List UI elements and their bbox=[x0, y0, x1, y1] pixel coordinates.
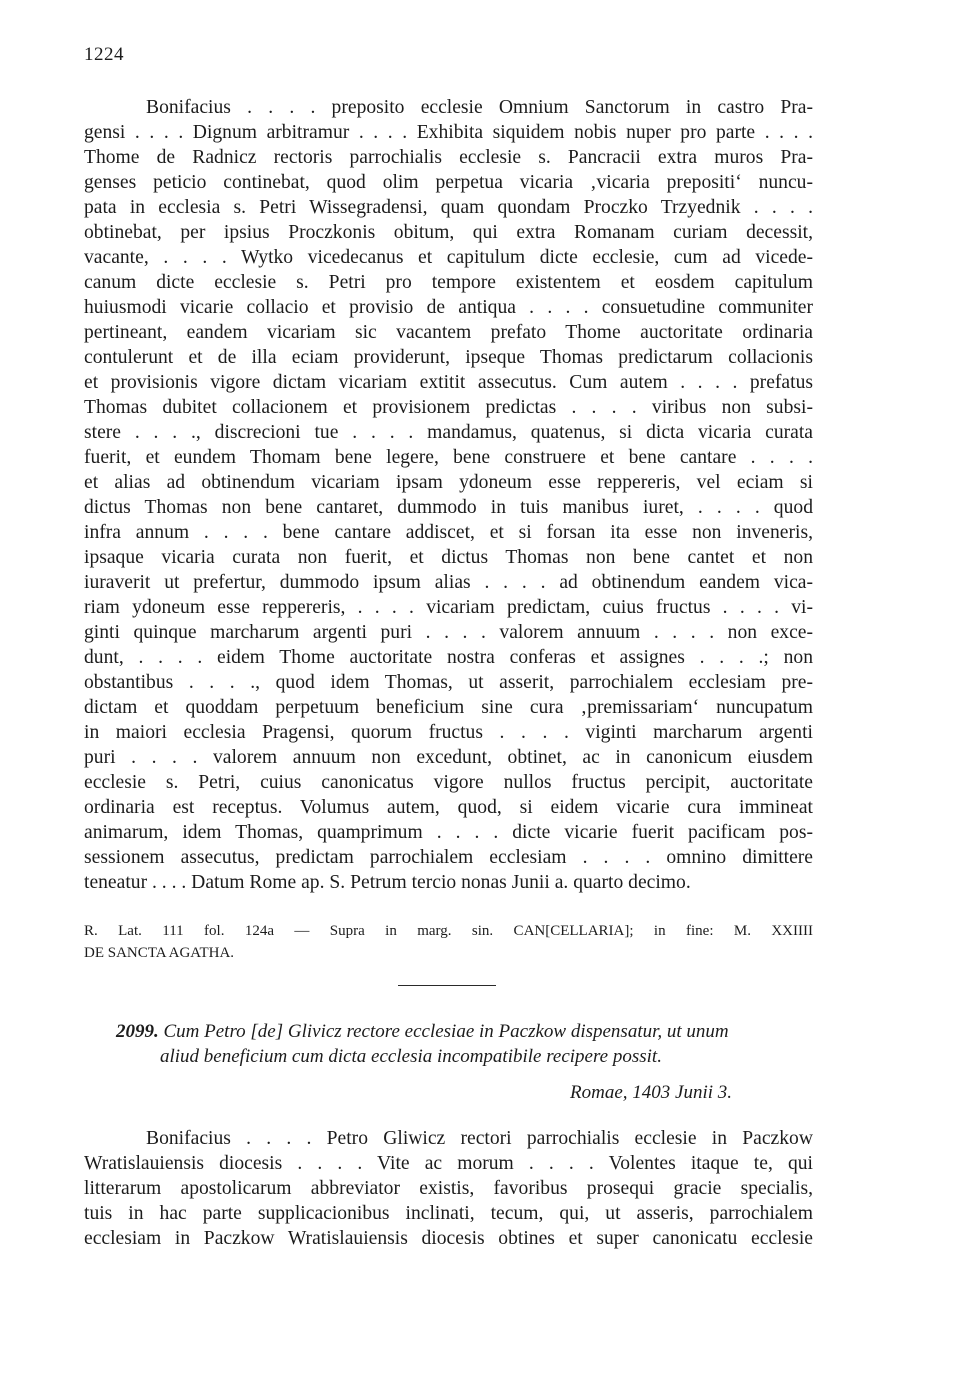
text-line: contulerunt et de illa eciam providerunt, ipseque Thomas predictarum collacionis bbox=[84, 347, 813, 368]
text-line: teneatur . . . . Datum Rome ap. S. Petrum tercio nonas Junii a. quarto decimo. bbox=[84, 872, 691, 893]
text-line: Wratislauiensis diocesis . . . . Vite ac morum . . . . Volentes itaque te, qui bbox=[84, 1153, 813, 1174]
text-line: dictus Thomas non bene cantaret, dummodo in tuis manibus iuret, . . . . quod bbox=[84, 497, 813, 518]
text-line: ipsaque vicaria curata non fuerit, et dictus Thomas non bene cantet et non bbox=[84, 547, 813, 568]
entry-summary-line-2: aliud beneficium cum dicta ecclesia incompatibile recipere possit. bbox=[160, 1046, 662, 1067]
text-line: puri . . . . valorem annuum non excedunt, obtinet, ac in canonicum eiusdem bbox=[84, 747, 813, 768]
text-line: in maiori ecclesia Pragensi, quorum fructus . . . . viginti marcharum argenti bbox=[84, 722, 813, 743]
text-line: dictam et quoddam perpetuum beneficium sine cura ‚premissariam‘ nuncupatum bbox=[84, 697, 813, 718]
text-line: tuis in hac parte supplicacionibus inclinati, tecum, qui, ut asseris, parrochialem bbox=[84, 1203, 813, 1224]
text-line: canum dicte ecclesie s. Petri pro tempore existentem et eosdem capitulum bbox=[84, 272, 813, 293]
text-line: ordinaria est receptus. Volumus autem, quod, si eidem vicarie cura immineat bbox=[84, 797, 813, 818]
text-line: infra annum . . . . bene cantare addiscet, et si forsan ita esse non inveneris, bbox=[84, 522, 813, 543]
text-line: Bonifacius . . . . Petro Gliwicz rectori parrochialis ecclesie in Paczkow bbox=[146, 1128, 813, 1149]
section-divider bbox=[398, 985, 496, 986]
text-line: Thomas dubitet collacionem et provisionem predictas . . . . viribus non subsi- bbox=[84, 397, 813, 418]
text-line: fuerit, et eundem Thomam bene legere, bene construere et bene cantare . . . . bbox=[84, 447, 813, 468]
text-line: obtinebat, per ipsius Proczkonis obitum, qui extra Romanam curiam decessit, bbox=[84, 222, 813, 243]
entry-place-date: Romae, 1403 Junii 3. bbox=[570, 1082, 733, 1103]
text-line: genses peticio continebat, quod olim perpetua vicaria ‚vicaria prepositi‘ nuncu- bbox=[84, 172, 813, 193]
page-number: 1224 bbox=[84, 44, 124, 65]
source-note-line: DE SANCTA AGATHA. bbox=[84, 945, 235, 961]
text-line: stere . . . ., discrecioni tue . . . . mandamus, quatenus, si dicta vicaria curata bbox=[84, 422, 813, 443]
text-line: iuraverit ut prefertur, dummodo ipsum alias . . . . ad obtinendum eandem vica- bbox=[84, 572, 813, 593]
text-line: ecclesie s. Petri, cuius canonicatus vigore nullos fructus percipit, auctoritate bbox=[84, 772, 813, 793]
text-line: pertineant, eandem vicariam sic vacantem prefato Thome auctoritate ordinaria bbox=[84, 322, 813, 343]
text-line: riam ydoneum esse reppereris, . . . . vicariam predictam, cuius fructus . . . . vi- bbox=[84, 597, 813, 618]
text-line: sessionem assecutus, predictam parrochialem ecclesiam . . . . omnino dimittere bbox=[84, 847, 813, 868]
text-line: animarum, idem Thomas, quamprimum . . . . dicte vicarie fuerit pacificam pos- bbox=[84, 822, 813, 843]
source-note-line: R. Lat. 111 fol. 124a — Supra in marg. sin. CAN[CELLARIA]; in fine: M. XXIIII bbox=[84, 923, 813, 939]
text-line: ginti quinque marcharum argenti puri . . . . valorem annuum . . . . non exce- bbox=[84, 622, 813, 643]
entry-summary-text: Cum Petro [de] Glivicz rectore ecclesiae in Paczkow dispensatur, ut unum bbox=[163, 1021, 729, 1042]
text-line: litterarum apostolicarum abbreviator existis, favoribus prosequi gracie specialis, bbox=[84, 1178, 813, 1199]
text-line: vacante, . . . . Wytko vicedecanus et capitulum dicte ecclesie, cum ad vicede- bbox=[84, 247, 813, 268]
text-line: pata in ecclesia s. Petri Wissegradensi, quam quondam Proczko Trzyednik . . . . bbox=[84, 197, 813, 218]
text-line: dunt, . . . . eidem Thome auctoritate nostra conferas et assignes . . . .; non bbox=[84, 647, 813, 668]
entry-number: 2099. bbox=[116, 1021, 159, 1042]
text-line: Thome de Radnicz rectoris parrochialis ecclesie s. Pancracii extra muros Pra- bbox=[84, 147, 813, 168]
text-line: et alias ad obtinendum vicariam ipsam ydoneum esse reppereris, vel eciam si bbox=[84, 472, 813, 493]
text-line: Bonifacius . . . . preposito ecclesie Omnium Sanctorum in castro Pra- bbox=[146, 97, 813, 118]
text-line: et provisionis vigore dictam vicariam extitit assecutus. Cum autem . . . . prefatus bbox=[84, 372, 813, 393]
text-line: huiusmodi vicarie collacio et provisio de antiqua . . . . consuetudine communiter bbox=[84, 297, 813, 318]
entry-summary-line-1 bbox=[116, 1019, 729, 1045]
text-line: ecclesiam in Paczkow Wratislauiensis diocesis obtines et super canonicatu ecclesie bbox=[84, 1228, 813, 1249]
text-line: gensi . . . . Dignum arbitramur . . . . Exhibita siquidem nobis nuper pro parte . . . . bbox=[84, 122, 813, 143]
text-line: obstantibus . . . ., quod idem Thomas, ut asserit, parrochialem ecclesiam pre- bbox=[84, 672, 813, 693]
